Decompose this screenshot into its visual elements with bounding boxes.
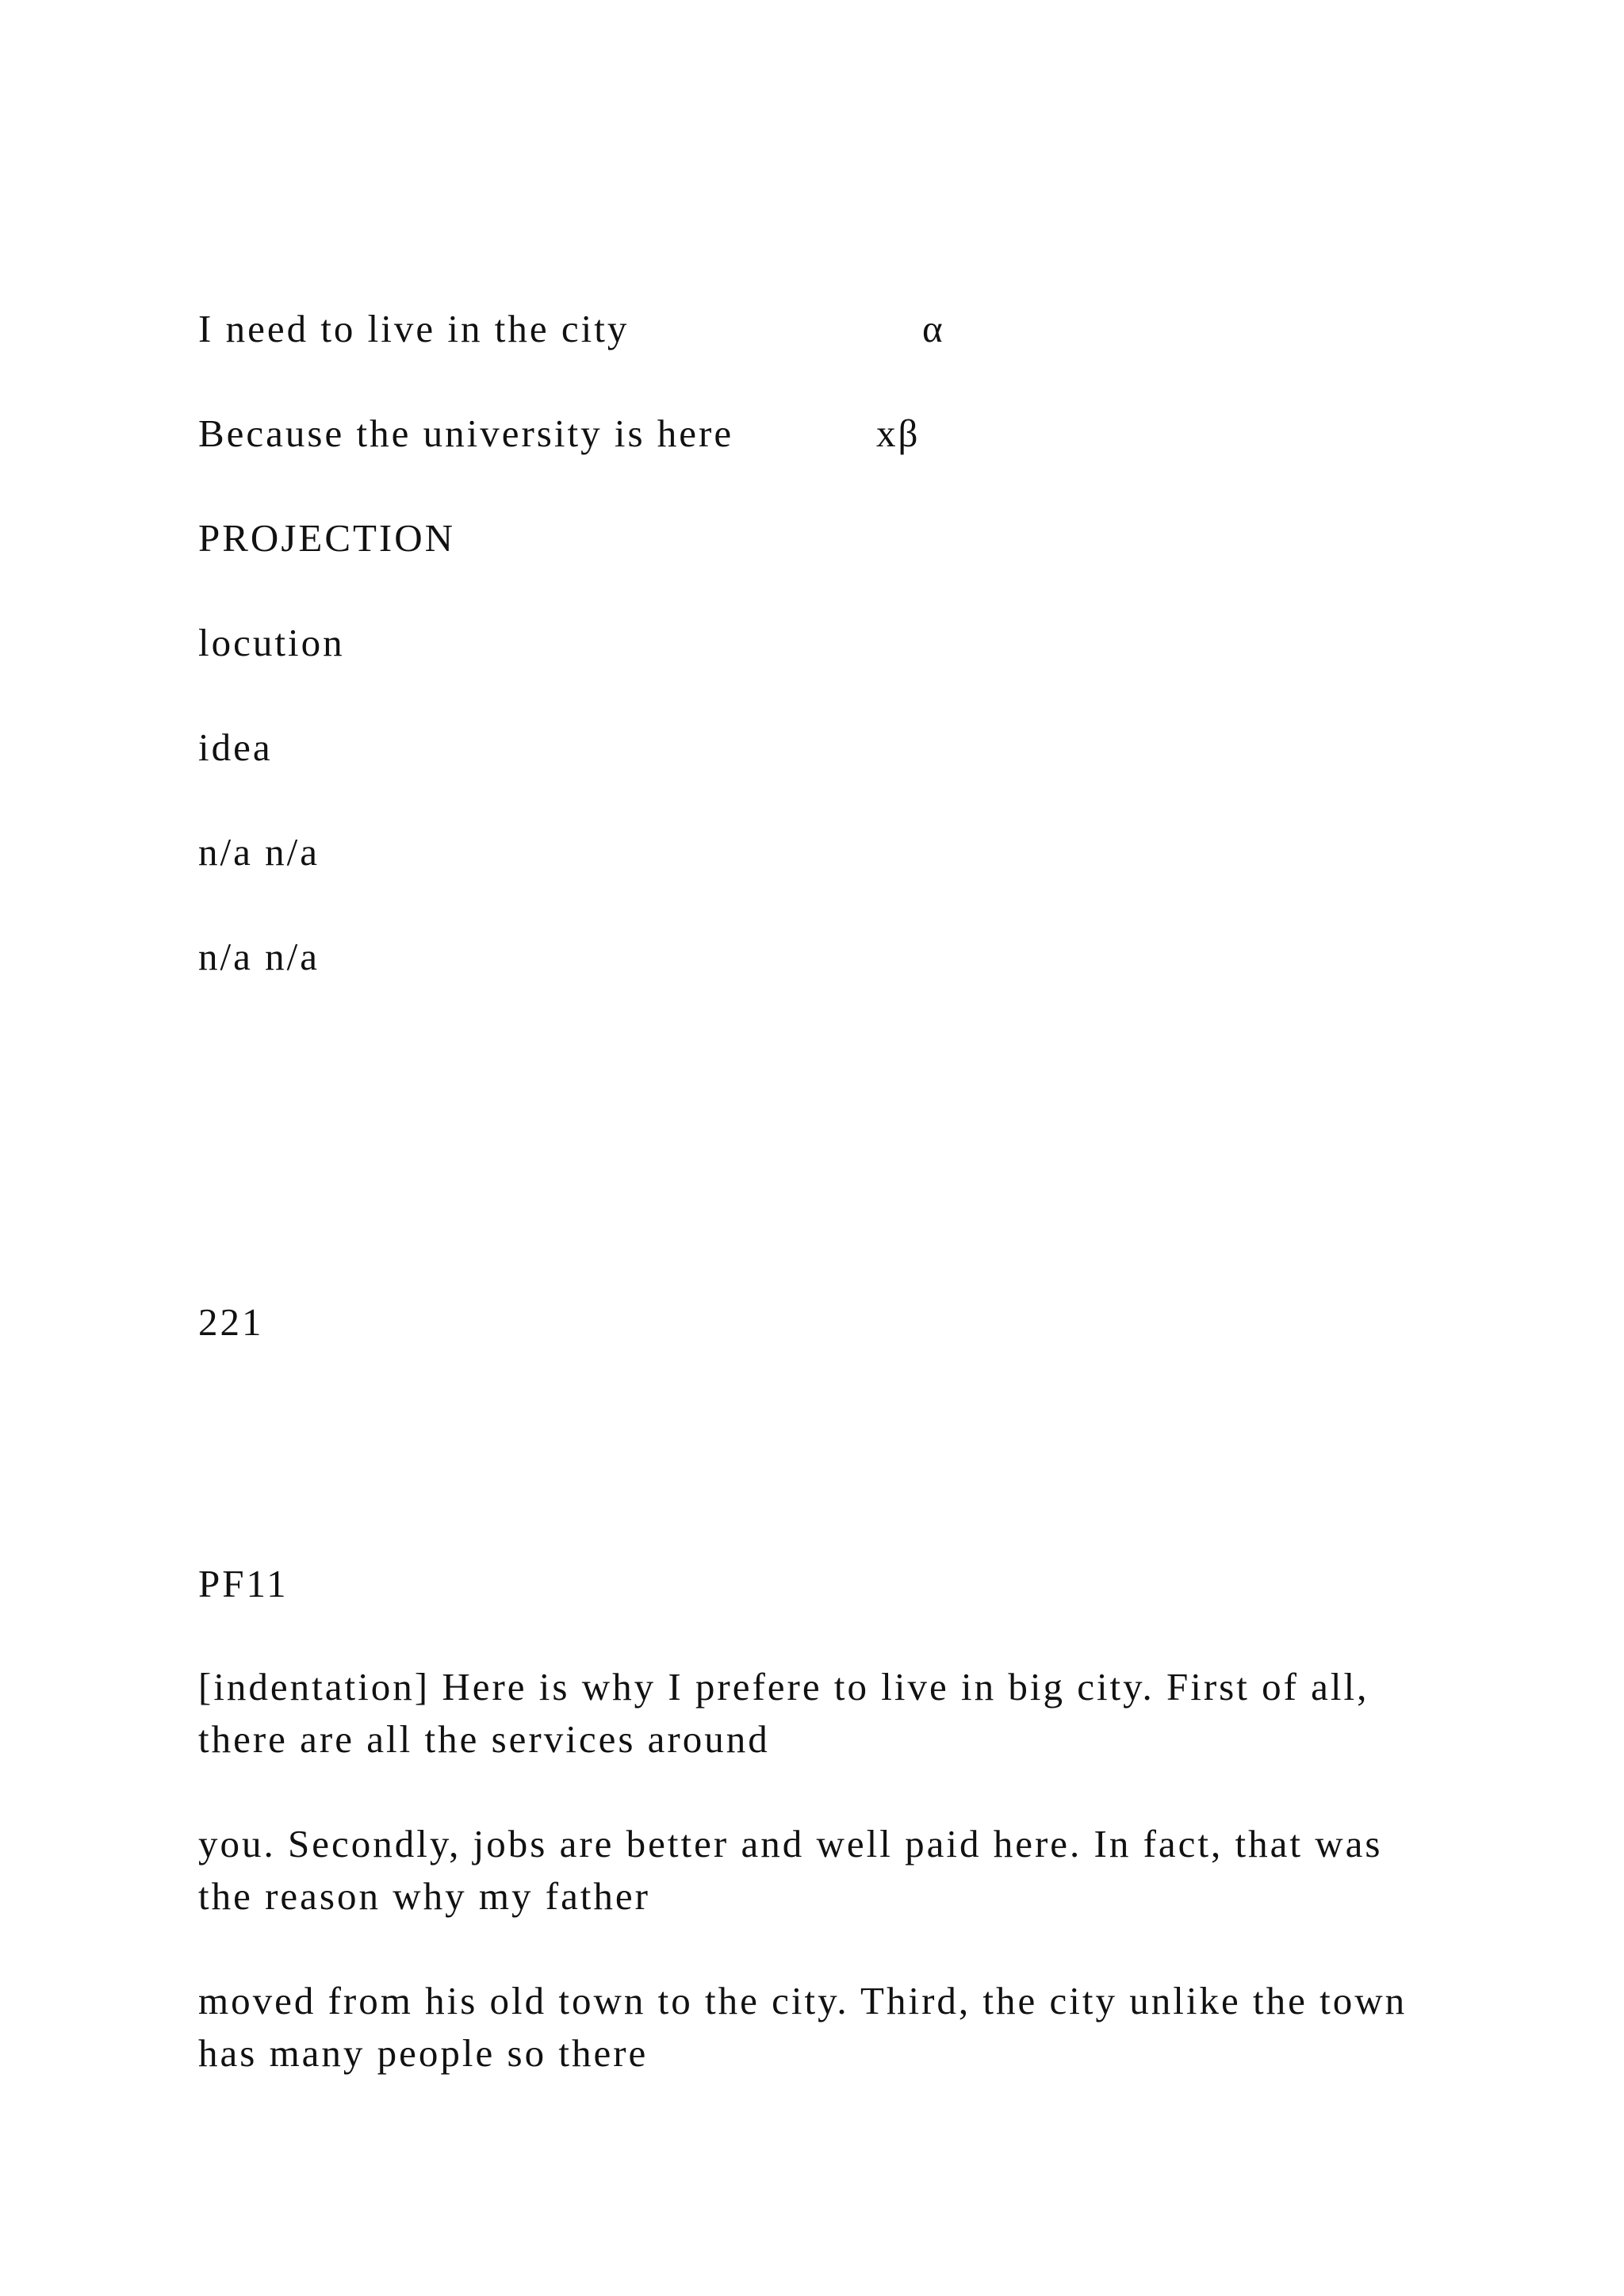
clause-alpha: I need to live in the city bbox=[198, 307, 630, 350]
clause-xbeta: Because the university is here bbox=[198, 411, 734, 455]
clause-alpha-tag: α bbox=[922, 307, 945, 350]
essay-paragraph-2: you. Secondly, jobs are better and well paid here. In fact, that was the reason why my father bbox=[198, 1822, 1383, 1918]
essay-paragraph-3: moved from his old town to the city. Third, the city unlike the town has many people so there bbox=[198, 1979, 1408, 2075]
page-number: 221 bbox=[198, 1300, 264, 1344]
clause-xbeta-tag: xβ bbox=[876, 411, 921, 455]
projection-heading: PROJECTION bbox=[198, 516, 456, 560]
essay-id: PF11 bbox=[198, 1562, 289, 1605]
idea-label: idea bbox=[198, 725, 273, 769]
na-row-1: n/a n/a bbox=[198, 830, 320, 874]
essay-paragraph-1: [indentation] Here is why I prefere to live in big city. First of all, there are all the services around bbox=[198, 1665, 1369, 1761]
na-row-2: n/a n/a bbox=[198, 935, 320, 978]
locution-label: locution bbox=[198, 621, 345, 664]
